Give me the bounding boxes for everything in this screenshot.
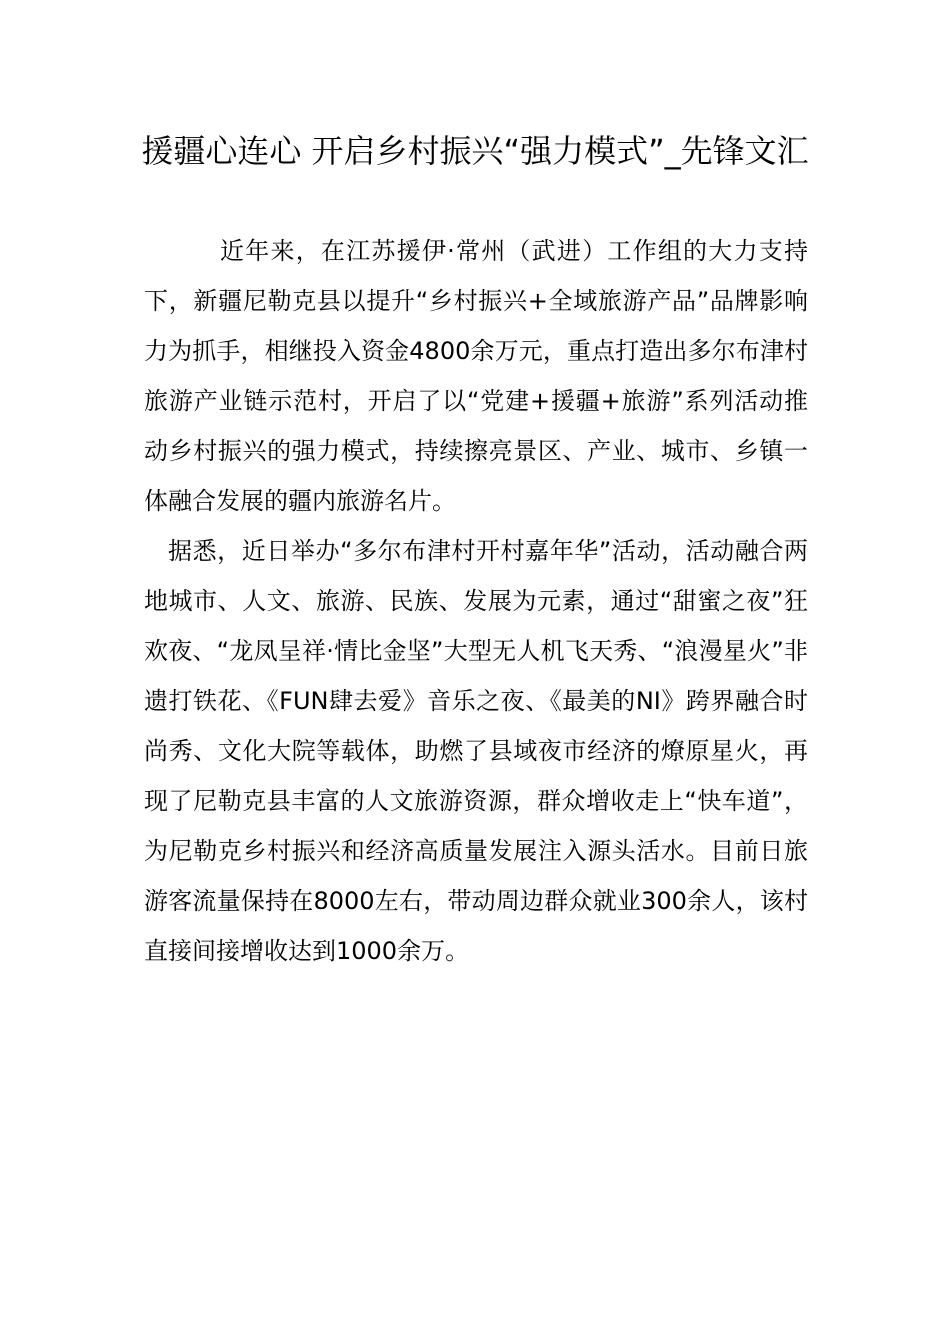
- document-title: 援疆心连心 开启乡村振兴“强力模式”_先锋文汇: [141, 132, 809, 170]
- paragraph-1: 近年来，在江苏援伊·常州（武进）工作组的大力支持下，新疆尼勒克县以提升“乡村振兴+全域旅游产品”品牌影响力为抓手，相继投入资金4800余万元，重点打造出多尔布津村旅游产业链示范村，开启了以“党建+援疆+旅游”系列活动推动乡村振兴的强力模式，持续擦亮景区、产业、城市、乡镇一体融合发展的疆内旅游名片。: [144, 237, 808, 515]
- paragraph-2: 据悉，近日举办“多尔布津村开村嘉年华”活动，活动融合两地城市、人文、旅游、民族、发展为元素，通过“甜蜜之夜”狂欢夜、“龙凤呈祥·情比金坚”大型无人机飞天秀、“浪漫星火”非遗打铁花、《FUN肆去爱》音乐之夜、《最美的NI》跨界融合时尚秀、文化大院等载体，助燃了县域夜市经济的燎原星火，再现了尼勒克县丰富的人文旅游资源，群众增收走上“快车道”，为尼勒克乡村振兴和经济高质量发展注入源头活水。目前日旅游客流量保持在8000左右，带动周边群众就业300余人，该村直接间接增收达到1000余万。: [144, 537, 808, 965]
